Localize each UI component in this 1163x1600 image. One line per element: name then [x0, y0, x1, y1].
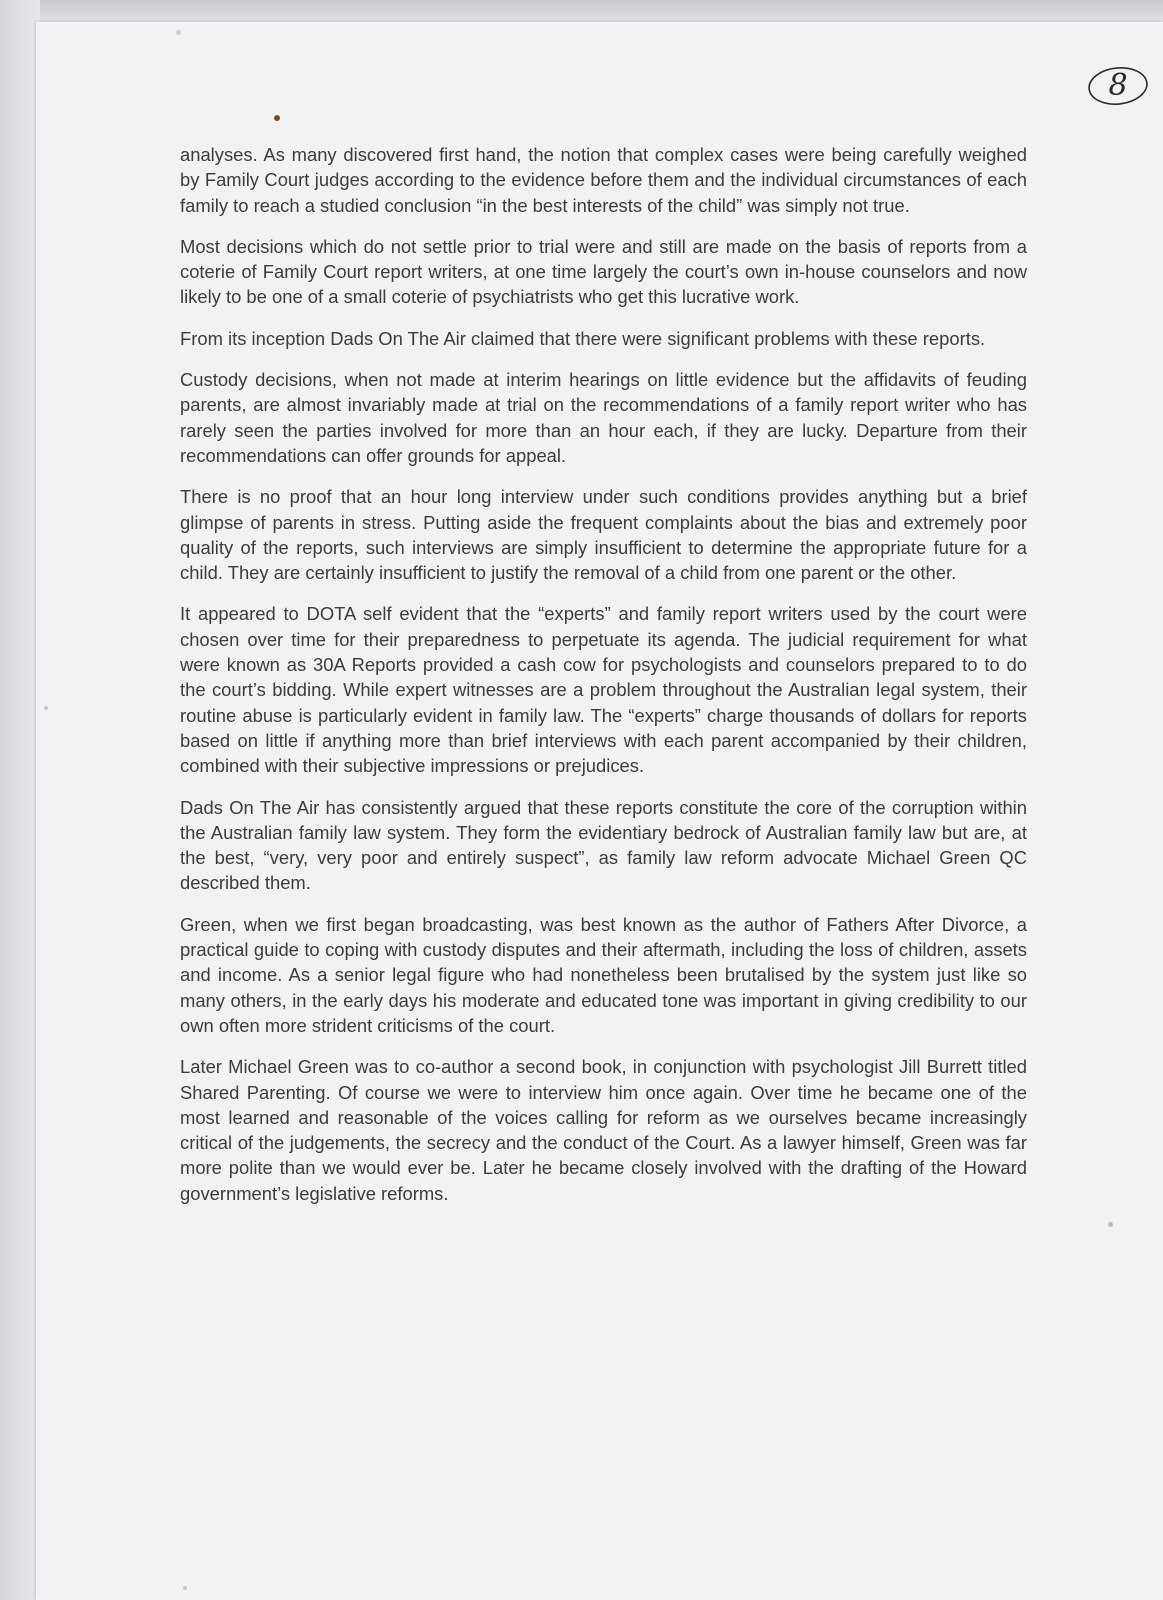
paragraph: Custody decisions, when not made at interim hearings on little evidence but the affidavits of feuding parents, are almost invariably made at trial on the recommendations of a family report writer who has rarely seen the parties involved for more than an hour each, if they are lucky. Departure from their recommendations can offer grounds for appeal.	[180, 369, 1027, 466]
scan-shadow-left	[0, 0, 40, 1600]
paragraph: Later Michael Green was to co-author a second book, in conjunction with psychologist Jill Burrett titled Shared Parenting. Of course we were to interview him once again. Over time he became one of the most learned and reasonable of the voices calling for reform as we ourselves became increasingly critical of the judgements, the secrecy and the conduct of the Court. As a lawyer himself, Green was far more polite than we would ever be. Later he became closely involved with the drafting of the Howard government’s legislative reforms.	[180, 1056, 1027, 1204]
paragraph: There is no proof that an hour long interview under such conditions provides anything but a brief glimpse of parents in stress. Putting aside the frequent complaints about the bias and extremely poor quality of the reports, such interviews are simply insufficient to determine the appropriate future for a child. They are certainly insufficient to justify the removal of a child from one parent or the other.	[180, 486, 1027, 584]
scan-speck	[1108, 1222, 1113, 1227]
paragraph: Dads On The Air has consistently argued that these reports constitute the core of the corruption within the Australian family law system. They form the evidentiary bedrock of Australian family law but are, at the best, “very, very poor and entirely suspect”, as family law reform advocate Michael Green QC described them.	[180, 796, 1027, 894]
page-number: 8	[1108, 68, 1128, 103]
paragraph: Green, when we first began broadcasting, was best known as the author of Fathers After Divorce, a practical guide to coping with custody disputes and their aftermath, including the loss of children, assets and income. As a senior legal figure who had nonetheless been brutalised by the system just like so many others, in the early days his moderate and educated tone was important in giving credibility to our own often more strident criticisms of the court.	[180, 913, 1027, 1036]
ink-dot	[274, 115, 280, 121]
paragraph: analyses. As many discovered first hand, the notion that complex cases were being carefully weighed by Family Court judges according to the evidence before them and the individual circumstances of each family to reach a studied conclusion “in the best interests of the child” was simply not true.	[180, 144, 1027, 216]
scan-speck	[44, 706, 48, 710]
document-body	[180, 142, 1027, 1222]
page-number-circle	[1086, 64, 1150, 108]
scan-speck	[176, 30, 181, 35]
scan-shadow-top	[0, 0, 1163, 24]
paragraph: Most decisions which do not settle prior to trial were and still are made on the basis of reports from a coterie of Family Court report writers, at one time largely the court’s own in-house counselors and now likely to be one of a small coterie of psychiatrists who get this lucrative work.	[180, 235, 1027, 308]
paragraph: It appeared to DOTA self evident that the “experts” and family report writers used by the court were chosen over time for their preparedness to perpetuate its agenda. The judicial requirement for what were known as 30A Reports provided a cash cow for psychologists and counselors prepared to to do the court’s bidding. While expert witnesses are a problem throughout the Australian legal system, their routine abuse is particularly evident in family law. The “experts” charge thousands of dollars for reports based on little if anything more than brief interviews with each parent accompanied by their children, combined with their subjective impressions or prejudices.	[180, 603, 1027, 777]
paragraph: From its inception Dads On The Air claimed that there were significant problems with these reports.	[180, 327, 986, 349]
scan-speck	[183, 1586, 187, 1590]
